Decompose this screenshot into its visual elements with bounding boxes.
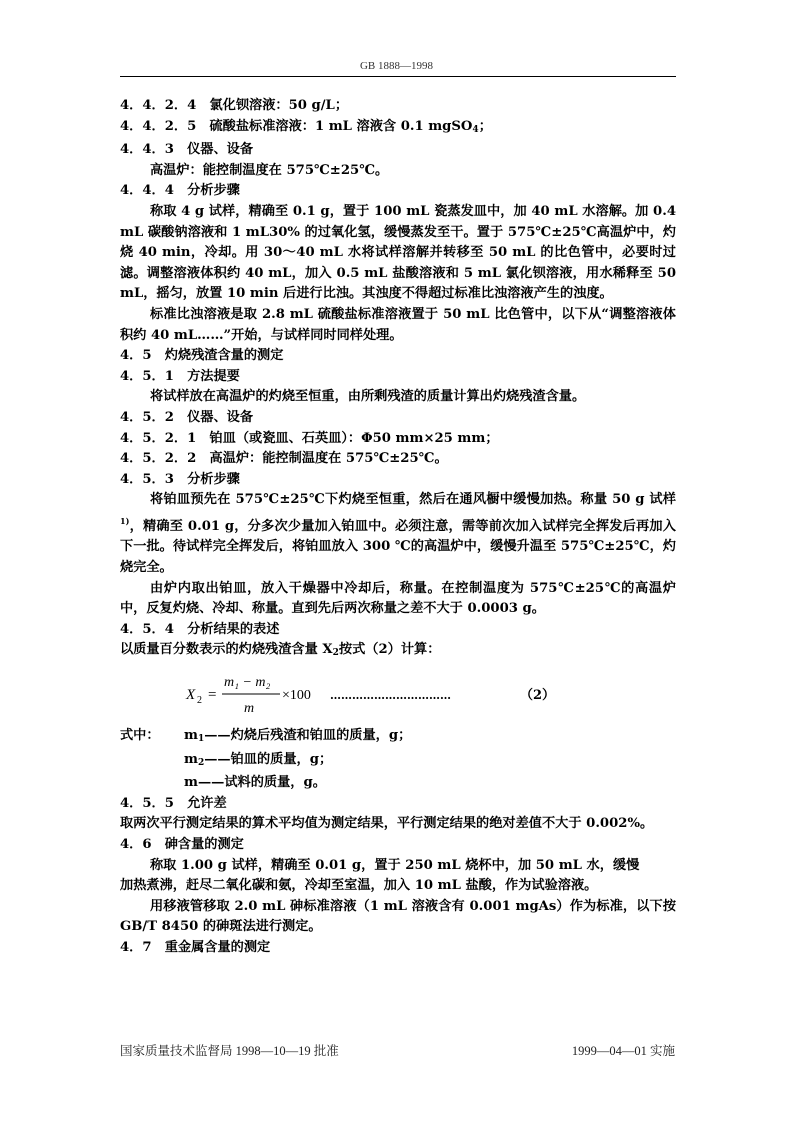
where-sub: 1 xyxy=(197,734,205,745)
clause-4-5-4-heading: 4．5．4 分析结果的表述 xyxy=(120,621,280,637)
clause-4-6-para-2: 用移液管移取 2.0 mL 砷标准溶液（1 mL 溶液含有 0.001 mgAs）作为标准，以下按 GB/T 8450 的砷斑法进行测定。 xyxy=(120,898,676,935)
where-sub: 2 xyxy=(197,757,205,768)
clause-4-5-3-para-1-a: 将铂皿预先在 575℃±25℃下灼烧至恒重，然后在通风橱中缓慢加热。称量 50 g 试样 xyxy=(150,492,676,508)
clause-4-5-3-heading: 4．5．3 分析步骤 xyxy=(120,471,240,487)
clause-4-5-1-body: 将试样放在高温炉的灼烧至恒重，由所剩残渣的质量计算出灼烧残渣含量。 xyxy=(150,389,586,405)
clause-4-6-para-1a: 称取 1.00 g 试样，精确至 0.01 g，置于 250 mL 烧杯中，加 50 mL 水，缓慢 xyxy=(150,857,640,873)
so4-subscript: 4 xyxy=(472,124,479,135)
clause-4-4-2-4: 4．4．2．4 氯化钡溶液：50 g/L； xyxy=(120,98,349,113)
formula-2 xyxy=(120,668,676,720)
clause-4-5-2-1: 4．5．2．1 铂皿（或瓷皿、石英皿）：Φ50 mm×25 mm； xyxy=(120,430,499,446)
footer-approval: 国家质量技术监督局 1998—10—19 批准 xyxy=(120,1044,339,1058)
where-row-3 xyxy=(120,773,676,794)
clause-4-5-4-intro xyxy=(120,640,676,664)
formula-numerator: m₁ − m₂ xyxy=(224,675,271,691)
where-desc: ——铂皿的质量，g； xyxy=(204,751,333,767)
x2-subscript: 2 xyxy=(332,648,339,659)
clause-4-4-4-para-2: 标准比浊溶液是取 2.8 mL 硫酸盐标准溶液置于 50 mL 比色管中，以下从“调整溶液体积约 40 mL……”开始，与试样同时同样处理。 xyxy=(120,306,676,343)
where-sym: m xyxy=(184,728,198,744)
clause-4-4-2-5-end: ； xyxy=(478,118,492,134)
where-desc: ——试料的质量，g。 xyxy=(197,775,326,791)
intro-text: 以质量百分数表示的灼烧残渣含量 X xyxy=(120,642,333,658)
where-sym: m xyxy=(184,751,198,767)
where-row-2 xyxy=(120,750,676,774)
where-label-spacer xyxy=(120,773,184,794)
where-row-1 xyxy=(120,726,676,750)
clause-4-5-2-heading: 4．5．2 仪器、设备 xyxy=(120,409,254,425)
clause-4-7-heading: 4．7 重金属含量的测定 xyxy=(120,939,271,955)
formula-eq: = xyxy=(208,687,217,704)
footer-implementation-date: 1999—04—01 实施 xyxy=(571,1044,675,1058)
clause-4-4-2-5 xyxy=(120,117,676,141)
clause-4-5-3-para-2: 由炉内取出铂皿，放入干燥器中冷却后，称量。在控制温度为 575℃±25℃的高温炉中，反复灼烧、冷却、称量。直到先后两次称量之差不大于 0.0003 g。 xyxy=(120,580,676,617)
clause-4-6-heading: 4．6 砷含量的测定 xyxy=(120,837,244,852)
where-def-m2 xyxy=(184,750,332,774)
where-desc: ——灼烧后残渣和铂皿的质量，g； xyxy=(204,728,412,744)
formula-dots: …………………………… xyxy=(330,689,451,703)
where-def-m xyxy=(184,773,326,794)
formula-lhs: X xyxy=(186,687,196,704)
clause-4-5-2-2: 4．5．2．2 高温炉：能控制温度在 575℃±25℃。 xyxy=(120,451,448,467)
clause-4-4-4-para-1: 称取 4 g 试样，精确至 0.1 g，置于 100 mL 瓷蒸发皿中，加 40 mL 水溶解。加 0.4 mL 碳酸钠溶液和 1 mL30% 的过氧化氢，缓慢蒸发至干。置于 575℃±25℃高温炉中，灼烧 40 min，冷却。用 30～40 mL 水将试样溶解并转移至 50 mL 的比色管中，必要时过滤。调整溶液体积约 40 mL，加入 0.5 mL 盐酸溶液和 5 mL 氯化钡溶液，用水稀释至 50 mL，摇匀，放置 10 min 后进行比浊。其浊度不得超过标准比浊溶液产生的浊度。 xyxy=(120,203,676,302)
clause-4-4-3-heading: 4．4．3 仪器、设备 xyxy=(120,142,254,158)
formula-denominator: m xyxy=(244,701,255,717)
where-label: 式中： xyxy=(120,728,160,744)
intro-text-end: 按式（2）计算： xyxy=(338,642,441,658)
formula-times: ×100 xyxy=(282,688,311,704)
clause-4-5-1-heading: 4．5．1 方法提要 xyxy=(120,368,240,384)
clause-4-5-5-heading: 4．5．5 允许差 xyxy=(120,795,227,811)
clause-4-4-4-heading: 4．4．4 分析步骤 xyxy=(120,183,240,199)
formula-svg xyxy=(180,668,600,720)
clause-4-4-3-body: 高温炉：能控制温度在 575℃±25℃。 xyxy=(150,162,389,178)
where-def-m1 xyxy=(184,726,411,750)
page-header: GB 1888—1998 xyxy=(359,60,434,72)
clause-4-4-2-5-text: 4．4．2．5 硫酸盐标准溶液：1 mL 溶液含 0.1 mgSO xyxy=(120,118,473,134)
where-sym: m xyxy=(184,775,198,791)
footnote-ref: 1) xyxy=(120,515,130,526)
clause-4-5-3-para-1 xyxy=(120,490,676,578)
document-body xyxy=(120,96,676,959)
where-label-spacer xyxy=(120,750,184,774)
header-rule xyxy=(120,76,676,77)
clause-4-6-para-1b: 加热煮沸，赶尽二氧化碳和氨，冷却至室温，加入 10 mL 盐酸，作为试验溶液。 xyxy=(120,878,598,894)
clause-4-5-3-para-1-b: ，精确至 0.01 g，分多次少量加入铂皿中。必须注意，需等前次加入试样完全挥发后再加入下一批。待试样完全挥发后，将铂皿放入 300 ℃的高温炉中，缓慢升温至 575℃±25℃，灼烧完全。 xyxy=(120,518,676,576)
clause-4-5-5-body: 取两次平行测定结果的算术平均值为测定结果，平行测定结果的绝对差值不大于 0.002%。 xyxy=(120,816,654,832)
formula-number: （2） xyxy=(520,688,556,704)
clause-4-5-heading: 4．5 灼烧残渣含量的测定 xyxy=(120,348,284,364)
formula-lhs-sub: 2 xyxy=(197,695,202,707)
